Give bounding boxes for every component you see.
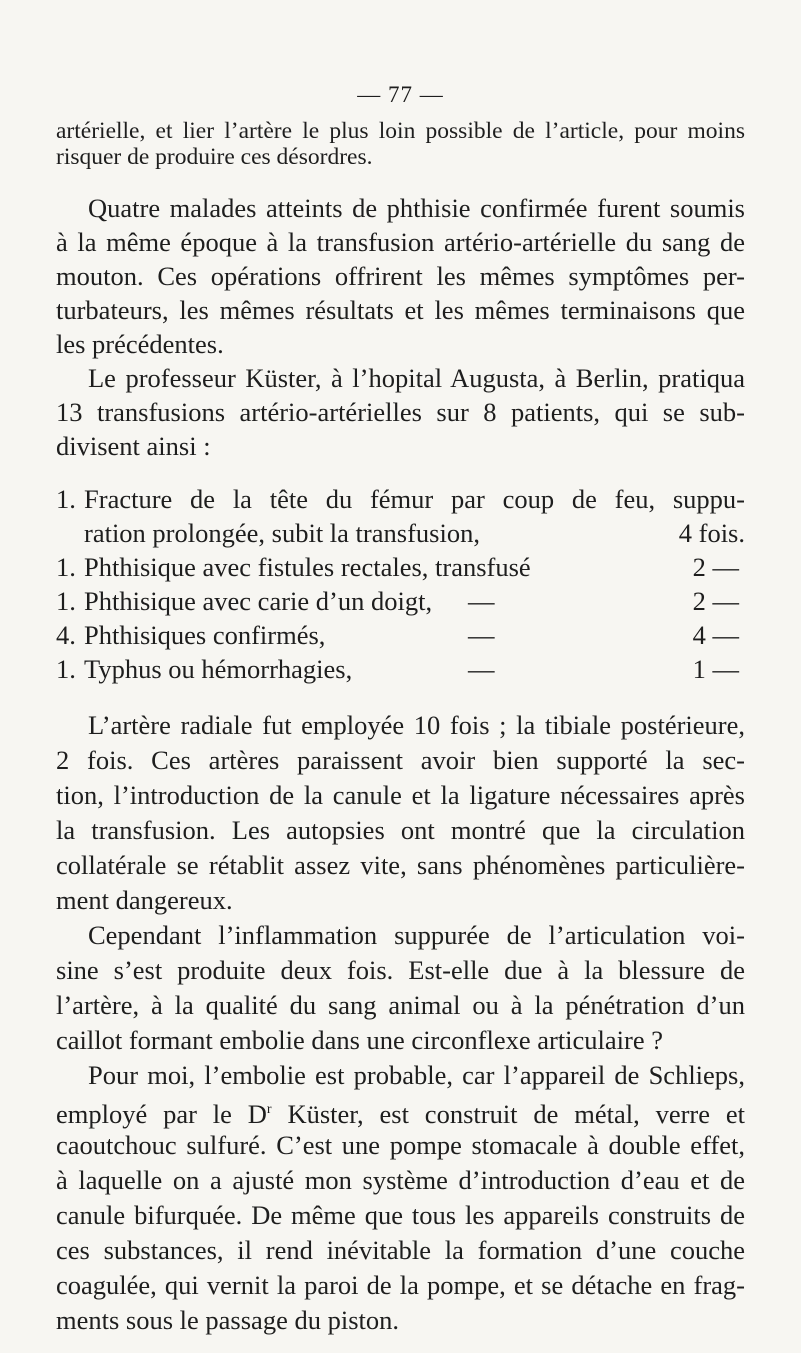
- text-line: divisent ainsi :: [56, 431, 211, 461]
- text-line: à laquelle on a ajusté mon système d’introduction d’eau et de: [56, 1165, 745, 1195]
- text-line: l’artère, à la qualité du sang animal ou à la pénétration d’un: [56, 990, 745, 1020]
- text-line: coagulée, qui vernit la paroi de la pompe, et se détache en frag-: [56, 1270, 745, 1300]
- text-line: tion, l’introduction de la canule et la ligature nécessaires après: [56, 780, 745, 810]
- item-number: 1.: [56, 654, 76, 684]
- text-line: caillot formant embolie dans une circonflexe articulaire ?: [56, 1025, 664, 1055]
- item-ditto: —: [468, 654, 495, 684]
- item-count: 2 —: [692, 586, 739, 616]
- item-count: 4 fois.: [678, 518, 745, 548]
- text-line: 13 transfusions artério-artérielles sur 8 patients, qui se sub-: [56, 397, 745, 427]
- text-line: Cependant l’inflammation suppurée de l’articulation voi-: [88, 920, 745, 950]
- page-number: — 77 —: [357, 82, 444, 107]
- text-line: artérielle, et lier l’artère le plus loin possible de l’article, pour moins: [56, 118, 745, 144]
- text-line: caoutchouc sulfuré. C’est une pompe stomacale à double effet,: [56, 1130, 745, 1160]
- item-count: 2 —: [692, 552, 739, 582]
- item-number: 1.: [56, 552, 76, 582]
- text-line: canule bifurquée. De même que tous les appareils construits de: [56, 1200, 745, 1230]
- item-ditto: —: [468, 586, 495, 616]
- text-line: sine s’est produite deux fois. Est-elle due à la blessure de: [56, 955, 745, 985]
- text-line: Quatre malades atteints de phthisie confirmée furent soumis: [88, 193, 745, 223]
- text-line: ments sous le passage du piston.: [56, 1305, 399, 1335]
- text-line: collatérale se rétablit assez vite, sans phénomènes particulière-: [56, 850, 745, 880]
- text-line: L’artère radiale fut employée 10 fois ; la tibiale postérieure,: [88, 710, 745, 740]
- item-number: 1.: [56, 484, 76, 514]
- item-text: Phthisique avec fistules rectales, transfusé: [84, 552, 531, 582]
- text-line: Pour moi, l’embolie est probable, car l’appareil de Schlieps,: [88, 1060, 745, 1090]
- item-text: Fracture de la tête du fémur par coup de feu, suppu-: [84, 484, 745, 514]
- text-line: ces substances, il rend inévitable la formation d’une couche: [56, 1235, 745, 1265]
- item-text: ration prolongée, subit la transfusion,: [84, 518, 480, 548]
- superscript: r: [266, 1102, 272, 1117]
- text-line: les précédentes.: [56, 329, 224, 359]
- text-fragment: Küster, est construit de métal, verre et: [271, 1099, 745, 1129]
- item-count: 4 —: [692, 620, 739, 650]
- text-line: à la même époque à la transfusion artério-artérielle du sang de: [56, 227, 745, 257]
- text-line: risquer de produire ces désordres.: [56, 144, 373, 170]
- item-text: Typhus ou hémorrhagies,: [84, 654, 353, 684]
- item-count: 1 —: [692, 654, 739, 684]
- text-line: [56, 1093, 745, 1131]
- text-line: mouton. Ces opérations offrirent les mêmes symptômes per-: [56, 261, 745, 291]
- text-line: turbateurs, les mêmes résultats et les mêmes terminaisons que: [56, 295, 745, 325]
- text-line: 2 fois. Ces artères paraissent avoir bien supporté la sec-: [56, 745, 745, 775]
- text-fragment: employé par le D: [56, 1099, 267, 1129]
- text-line: ment dangereux.: [56, 885, 233, 915]
- item-text: Phthisique avec carie d’un doigt,: [84, 586, 433, 616]
- item-text: Phthisiques confirmés,: [84, 620, 326, 650]
- item-number: 4.: [56, 620, 76, 650]
- item-number: 1.: [56, 586, 76, 616]
- item-ditto: —: [468, 620, 495, 650]
- text-line: Le professeur Küster, à l’hopital Augusta, à Berlin, pratiqua: [88, 363, 745, 393]
- text-line: la transfusion. Les autopsies ont montré que la circulation: [56, 815, 745, 845]
